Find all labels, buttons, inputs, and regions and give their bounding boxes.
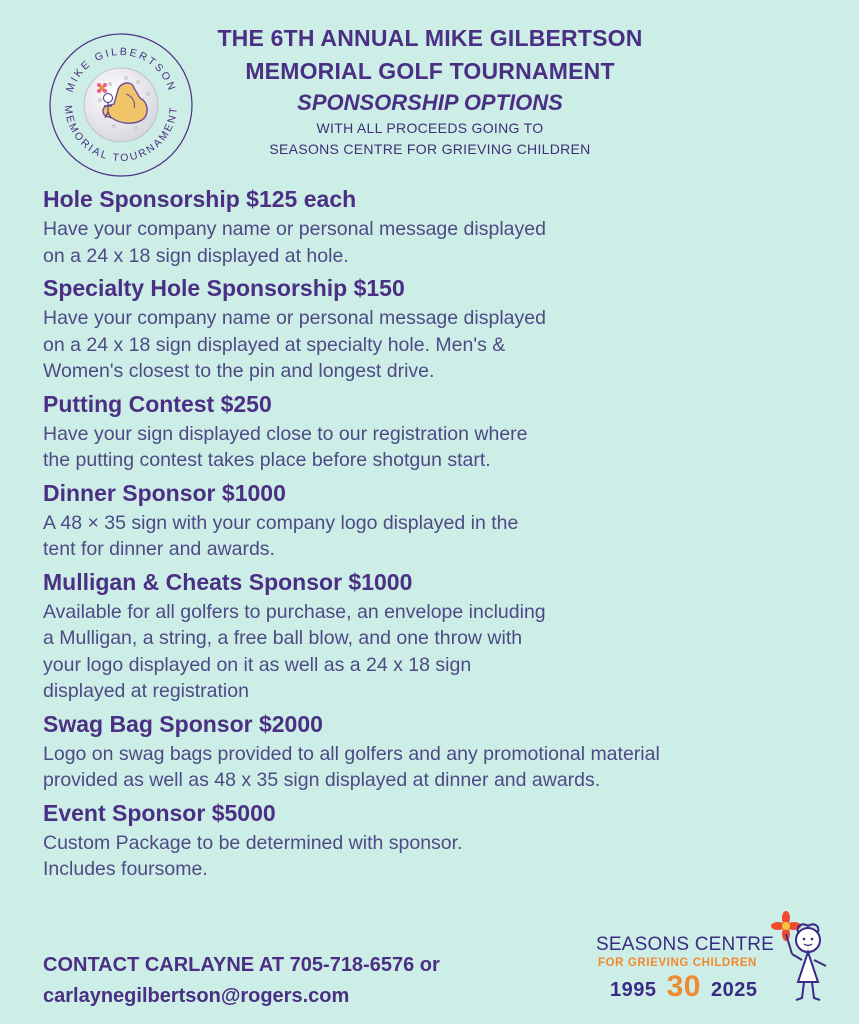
contact-phone-line: CONTACT CARLAYNE AT 705-718-6576 or (43, 954, 440, 976)
seasons-centre-logo (592, 910, 842, 1010)
sponsorship-option (43, 388, 833, 474)
logo-ring-bottom-text: MEMORIAL TOURNAMENT (61, 104, 181, 165)
option-description: Custom Package to be determined with sponsor. Includes foursome. (43, 831, 463, 880)
option-description: Logo on swag bags provided to all golfers and any promotional material provided as well as 48 x 35 sign displayed at dinner and awards. (43, 742, 660, 791)
anniversary-number: 30 (666, 970, 701, 1003)
sponsorship-option (43, 272, 833, 385)
sponsorship-option (43, 708, 833, 794)
contact-email[interactable]: carlaynegilbertson@rogers.com (43, 985, 350, 1007)
option-description: Have your sign displayed close to our registration where the putting contest takes place before shotgun start. (43, 422, 528, 471)
option-title: Event Sponsor $5000 (43, 799, 276, 826)
contact-info (43, 950, 440, 1012)
tournament-logo (48, 32, 194, 178)
option-title: Dinner Sponsor $1000 (43, 479, 286, 506)
sponsorship-option (43, 797, 833, 883)
option-title: Mulligan & Cheats Sponsor $1000 (43, 568, 413, 595)
header-title-line1: THE 6TH ANNUAL MIKE GILBERTSON (217, 25, 643, 51)
option-title: Swag Bag Sponsor $2000 (43, 710, 323, 737)
sponsorship-option (43, 566, 833, 705)
seasons-centre-name: SEASONS CENTRE (596, 934, 775, 955)
header-proceeds-line1: WITH ALL PROCEEDS GOING TO (316, 120, 544, 136)
year-end: 2025 (711, 979, 758, 1001)
option-title: Specialty Hole Sponsorship $150 (43, 275, 405, 301)
logo-ring-top-text: MIKE GILBERTSON (63, 45, 179, 94)
option-title: Putting Contest $250 (43, 390, 272, 417)
sponsorship-options-list (43, 183, 833, 886)
year-start: 1995 (610, 979, 657, 1001)
option-description: Have your company name or personal message displayed on a 24 x 18 sign displayed at specialty hole. Men's & Women's closest to the pin and longest drive. (43, 307, 546, 382)
option-description: A 48 × 35 sign with your company logo displayed in the tent for dinner and awards. (43, 511, 519, 560)
golf-ball-flexed-arm-icon (84, 68, 158, 142)
option-description: Have your company name or personal message displayed on a 24 x 18 sign displayed at hole. (43, 218, 546, 267)
flyer-header (190, 22, 670, 160)
sponsorship-option (43, 183, 833, 269)
header-subtitle: SPONSORSHIP OPTIONS (297, 90, 563, 115)
option-title: Hole Sponsorship $125 each (43, 186, 357, 212)
header-title-line2: MEMORIAL GOLF TOURNAMENT (245, 58, 615, 84)
tournament-logo-badge (48, 32, 194, 178)
sponsorship-option (43, 477, 833, 563)
option-description: Available for all golfers to purchase, an envelope including a Mulligan, a string, a free ball blow, and one throw with your logo displayed on it as well as a 24 x 18 sign displayed at registration (43, 600, 546, 702)
child-with-flower-icon (768, 910, 840, 1006)
seasons-centre-subtitle: FOR GRIEVING CHILDREN (598, 957, 757, 969)
seasons-anniversary-years (610, 970, 758, 1004)
header-proceeds-line2: SEASONS CENTRE FOR GRIEVING CHILDREN (269, 141, 591, 157)
